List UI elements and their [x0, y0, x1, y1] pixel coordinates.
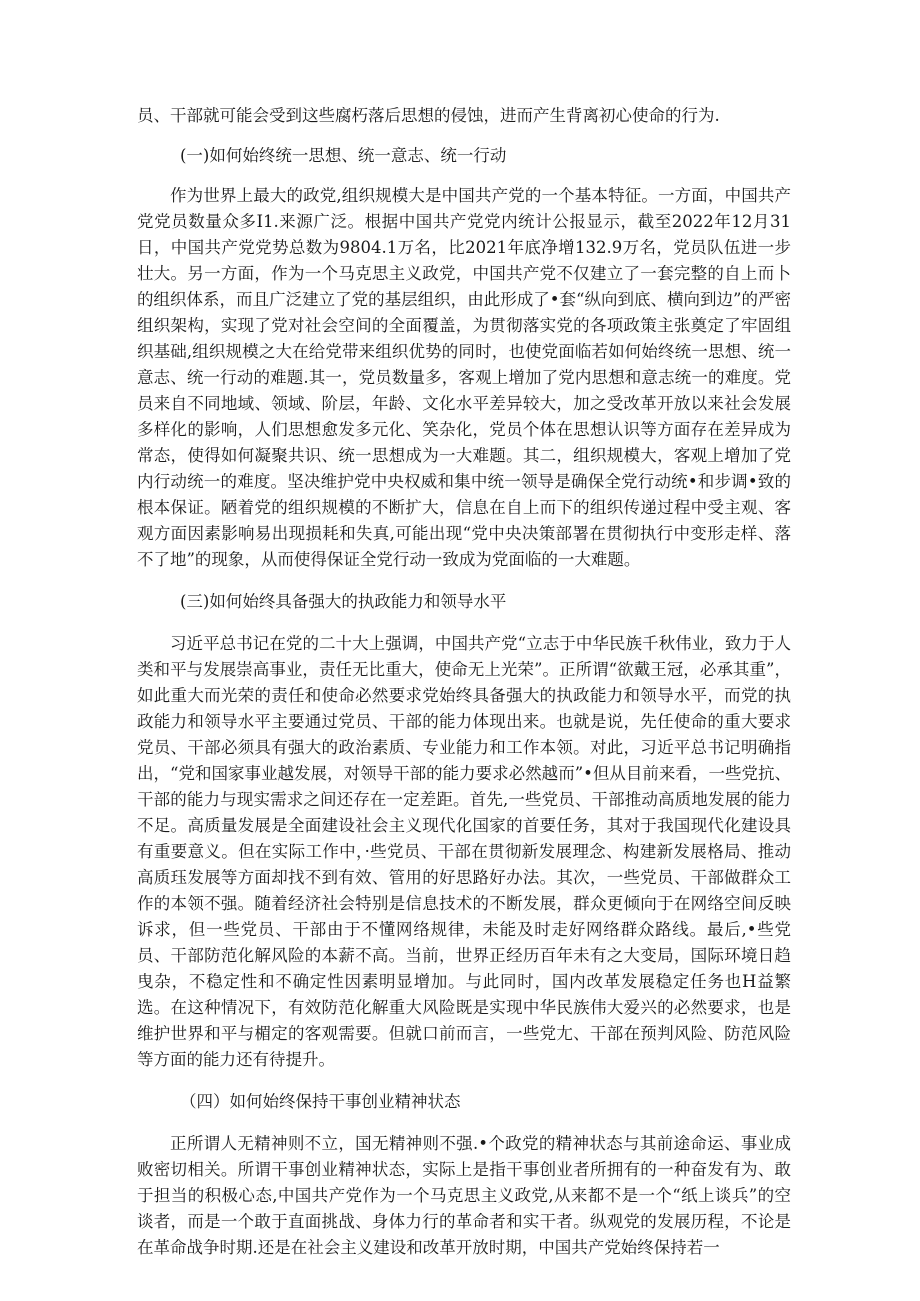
paragraph-section-1: 作为世界上最大的政党,组织规模大是中国共产党的一个基本特征。一方面，中国共产党党员数量众多I1.来源广泛。根据中国共产党党内统计公报显示，截至2022年12月31日，中国共产党党势总数为9804.1万名，比2021年底净增132.9万名，党员队伍进一步壮大。另一方面，作为一个马克思主义政党，中国共产党不仅建立了一套完整的自上而卜的组织体系，而且广泛建立了党的基层组织，由此形成了•套“纵向到底、横向到边”的严密组织架构，实现了党对社会空间的全面覆盖，为贯彻落实党的各项政策主张奠定了牢固组织基础,组织规模之大在给党带来组织优势的同时，也使党面临若如何始终统一思想、统一意志、统一行动的难题.其一，党员数量多，客观上增加了党内思想和意志统一的难度。党员来自不同地域、领域、阶层，年龄、文化水平差异较大，加之受改革开放以来社会发展多样化的影响，人们思想愈发多元化、笑杂化，党员个体在思想认识等方面存在差异成为常态，使得如何凝聚共识、统一思想成为一大难题。其二，组织规模大，客观上增加了党内行动统一的难度。坚决维护党中央权威和集中统一领导是确保全党行动统•和步调•致的根本保证。陋着党的组织规模的不断扩大，信息在自上而下的组织传递过程中受主观、客观方面因素影响易出现损耗和失真,可能出现“党中央决策部署在贯彻执行中变形走样、落不了地”的现象，从而使得保证全党行动一致成为党面临的一大难题。 — [137, 186, 791, 569]
paragraph-continuation: 员、干部就可能会受到这些腐朽落后思想的侵蚀，进而产生背离初心使命的行为. — [137, 106, 720, 125]
paragraph-section-4: 正所谓人无精神则不立，国无精神则不强.•个政党的精神状态与其前途命运、事业成败密切相关。所谓干事创业精神状态，实际上是指干事创业者所拥有的一种奋发有为、敢于担当的积极心态,中国共产党作为一个马克思主义政党,从来都不是一个“纸上谈兵”的空谈者，而是一个敢于直面挑战、身体力行的革命者和实干者。纵观党的发展历程，不论是在革命战争时期.还是在社会主义建设和改革开放时期，中国共产党始终保持若一 — [137, 1134, 791, 1257]
paragraph-section-3: 习近平总书记在党的二十大上强调，中国共产党“立志于中华民族千秋伟业，致力于人类和平与发展崇高事业，责任无比重大，使命无上光荣”。正所谓“欲戴王冠，必承其重”，如此重大而光荣的责任和使命必然要求党始终具备强大的执政能力和领导水平，而党的执政能力和领导水平主要通过党员、干部的能力体现出来。也就是说，先任使命的重大要求党员、干部必须具有强大的政治素质、专业能力和工作本领。对此，习近平总书记明确指出，“党和国家事业越发展，对领导干部的能力要求必然越而”•但从目前来看，一些党抗、干部的能力与现实需求之间还存在一定差距。首先,一些党员、干部推动高质地发展的能力不足。高质量发展是全面建设社会主义现代化国家的首要任务，其对于我国现代化建设具有重要意义。但在实际工作中，·些党员、干部在贯彻新发展理念、构建新发展格局、推动高质珏发展等方面却找不到有效、管用的好思路好办法。其次，一些党员、干部做群众工作的本领不强。随着经济社会特别是信息技术的不断发展，群众更倾向于在网络空间反映诉求，但一些党员、干部由于不懂网络规律，未能及时走好网络群众路线。最后,•些党员、干部防范化解风险的本薪不高。当前，世界正经历百年未有之大变局，国际环境日趋曳杂，不稳定性和不确定性因素明显增加。与此同时，国内改革发展稳定任务也H益繁选。在这种情况下，有效防范化解重大风险既是实现中华民族伟大爱兴的必然要求，也是维护世界和平与楣定的客观需要。但就口前而言，一些党尢、干部在预判风险、防范风险等方面的能力还有待提升。 — [137, 634, 791, 1069]
section-heading-1: (一)如何始终统一思想、统一意志、统一行动 — [180, 146, 507, 165]
section-heading-3: (三)如何始终具备强大的执政能力和领导水平 — [180, 592, 507, 611]
section-heading-4: （四）如何始终保持干事创业精神状态 — [180, 1092, 461, 1111]
document-page — [137, 103, 791, 1261]
